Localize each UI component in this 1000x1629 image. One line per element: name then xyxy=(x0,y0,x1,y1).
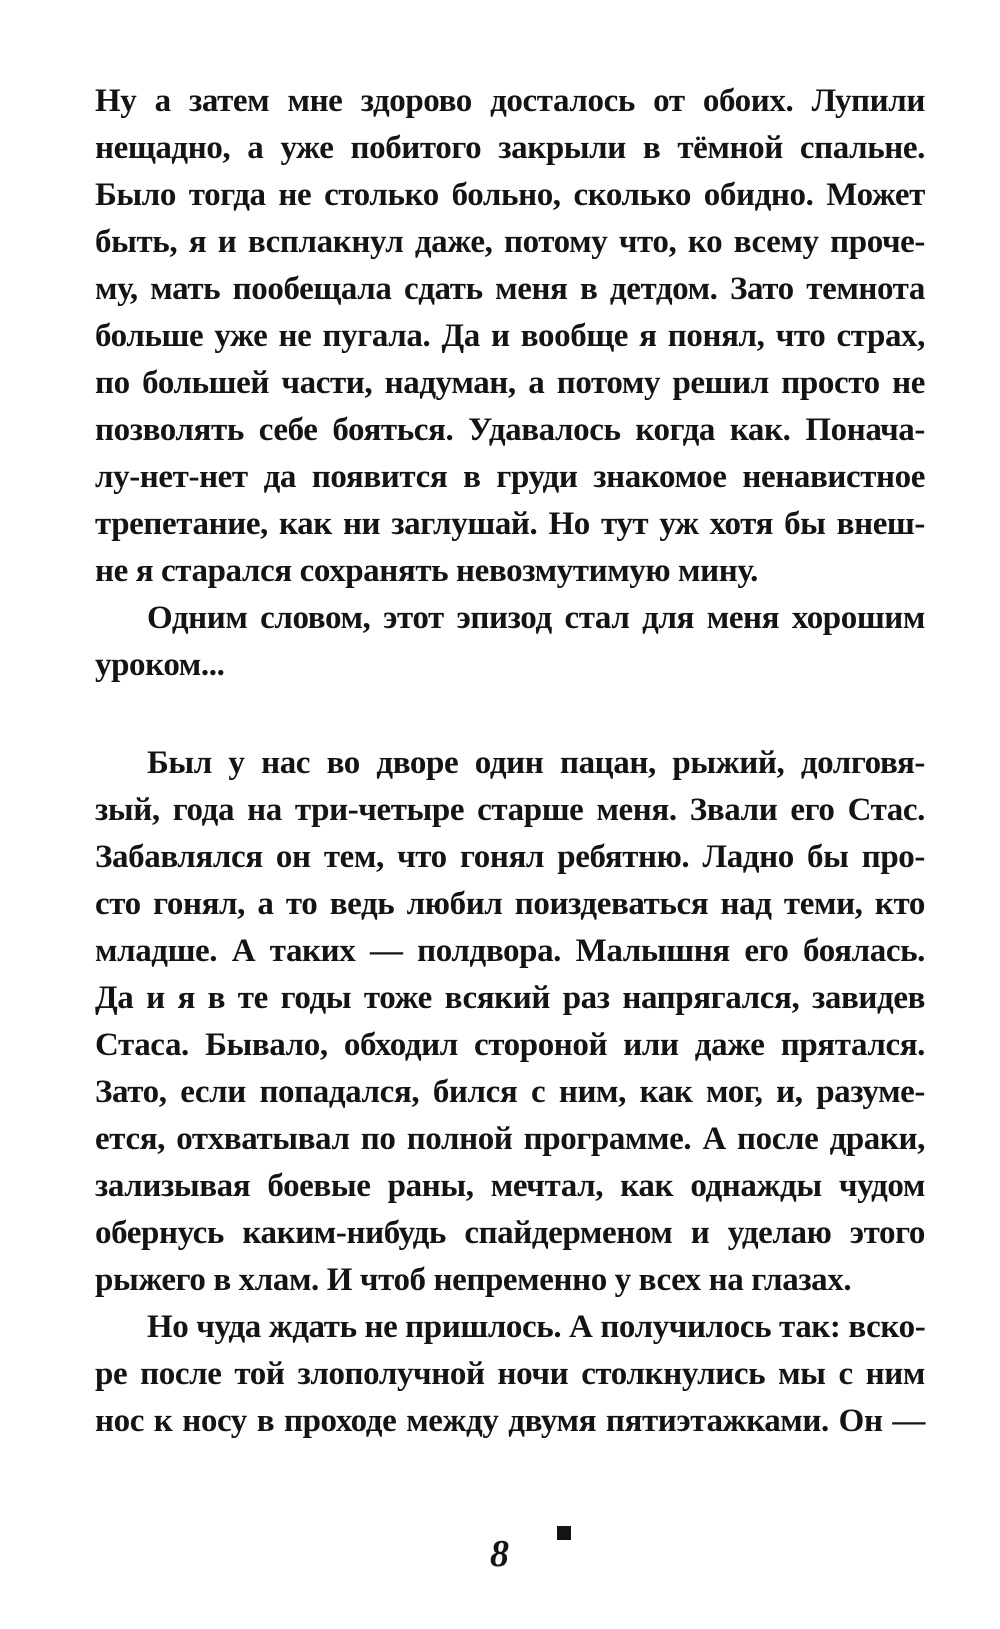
text-block-lower xyxy=(95,740,925,1445)
text-line: лу-нет-нет да появится в груди знакомое ненавистное xyxy=(95,459,925,495)
text-line: не я старался сохранять невозмутимую мину. xyxy=(95,553,758,589)
text-line: обернусь каким-нибудь спайдерменом и уделаю этого xyxy=(95,1215,925,1251)
text-line: зализывая боевые раны, мечтал, как однажды чудом xyxy=(95,1168,925,1204)
text-line: уроком... xyxy=(95,647,225,683)
text-line: Но чуда ждать не пришлось. А получилось так: вско- xyxy=(147,1309,926,1345)
page-marker-square xyxy=(557,1526,571,1540)
text-line: Было тогда не столько больно, сколько обидно. Может xyxy=(95,177,925,213)
text-line: Одним словом, этот эпизод стал для меня хорошим xyxy=(147,600,925,636)
text-line: Был у нас во дворе один пацан, рыжий, долговя- xyxy=(147,745,925,781)
text-line: Ну а затем мне здорово досталось от обоих. Лупили xyxy=(95,83,925,119)
text-line: сто гонял, а то ведь любил поиздеваться над теми, кто xyxy=(95,886,925,922)
text-line: по большей части, надуман, а потому решил просто не xyxy=(95,365,925,401)
text-line: Забавлялся он тем, что гонял ребятню. Ладно бы про- xyxy=(95,839,925,875)
text-line: ре после той злополучной ночи столкнулись мы с ним xyxy=(95,1356,925,1392)
text-line: рыжего в хлам. И чтоб непременно у всех на глазах. xyxy=(95,1262,852,1298)
text-line: нещадно, а уже побитого закрыли в тёмной спальне. xyxy=(95,130,925,166)
text-block-upper xyxy=(95,78,925,689)
text-line: зый, года на три-четыре старше меня. Звали его Стас. xyxy=(95,792,925,828)
text-line: позволять себе бояться. Удавалось когда как. Поначa- xyxy=(95,412,925,448)
text-line: ется, отхватывал по полной программе. А после драки, xyxy=(95,1121,925,1157)
text-line: нос к носу в проходе между двумя пятиэтажками. Он — xyxy=(95,1403,925,1439)
text-line: трепетание, как ни заглушай. Но тут уж хотя бы внеш- xyxy=(95,506,925,542)
text-line: быть, я и всплакнул даже, потому что, ко всему проче- xyxy=(95,224,925,260)
text-line: младше. А таких — полдвора. Малышня его боялась. xyxy=(95,933,925,969)
text-line: Да и я в те годы тоже всякий раз напрягался, завидев xyxy=(95,980,925,1016)
text-line: Стаса. Бывало, обходил стороной или даже прятался. xyxy=(95,1027,925,1063)
text-line: Зато, если попадался, бился с ним, как мог, и, разуме- xyxy=(95,1074,925,1110)
text-line: му, мать пообещала сдать меня в детдом. Зато темнота xyxy=(95,271,925,307)
text-line: больше уже не пугала. Да и вообще я понял, что страх, xyxy=(95,318,925,354)
page-number: 8 xyxy=(490,1533,509,1575)
